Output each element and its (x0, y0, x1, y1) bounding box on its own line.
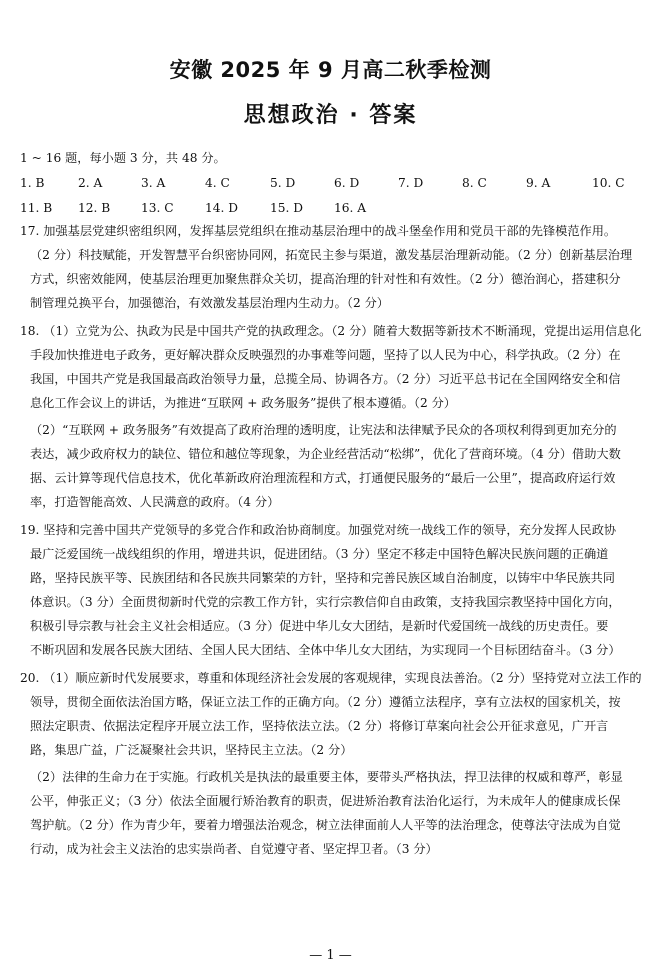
mcq-answer: 12. B (78, 201, 111, 215)
mcq-answer: 3. A (141, 176, 166, 190)
answer-line: 制管理兑换平台，加强德治，有效激发基层治理内生动力。（2 分） (30, 296, 389, 310)
answer-line: 17. 加强基层党建织密组织网，发挥基层党组织在推动基层治理中的战斗堡垒作用和党员干部的先锋模范作用。 (20, 224, 617, 238)
answer-line: （2 分）科技赋能，开发智慧平台织密协同网，拓宽民主参与渠道，激发基层治理新动能。（2 分）创新基层治理 (30, 248, 633, 262)
answer-line: 行动，成为社会主义法治的忠实崇尚者、自觉遵守者、坚定捍卫者。（3 分） (30, 842, 438, 856)
mcq-answer: 14. D (205, 201, 239, 215)
mcq-answer: 6. D (334, 176, 360, 190)
answer-line: 体意识。（3 分）全面贯彻新时代党的宗教工作方针，实行宗教信仰自由政策，支持我国宗教坚持中国化方向， (30, 595, 621, 609)
mcq-answer: 15. D (270, 201, 304, 215)
mcq-answer: 2. A (78, 176, 103, 190)
page-number: — 1 — (309, 948, 352, 963)
answer-line: 率，打造智能高效、人民满意的政府。（4 分） (30, 495, 280, 509)
answer-line: 19. 坚持和完善中国共产党领导的多党合作和政治协商制度。加强党对统一战线工作的领导，充分发挥人民政协 (20, 523, 617, 537)
answer-line: 驾护航。（2 分）作为青少年，要着力增强法治观念，树立法律面前人人平等的法治理念，使尊法守法成为自觉 (30, 818, 621, 832)
answer-line: （2）“互联网 + 政务服务”有效提高了政府治理的透明度，让宪法和法律赋予民众的各项权利得到更加充分的 (30, 423, 617, 437)
mcq-answer: 16. A (334, 201, 367, 215)
answer-line: 最广泛爱国统一战线组织的作用，增进共识，促进团结。（3 分）坚定不移走中国特色解决民族问题的正确道 (30, 547, 609, 561)
answer-line: 领导，贯彻全面依法治国方略，保证立法工作的正确方向。（2 分）遵循立法程序，享有立法权的国家机关，按 (30, 695, 621, 709)
answer-line: 我国，中国共产党是我国最高政治领导力量，总揽全局、协调各方。（2 分）习近平总书记在全国网络安全和信 (30, 372, 621, 386)
answer-line: 手段加快推进电子政务，更好解决群众反映强烈的办事难等问题，坚持了以人民为中心，科学执政。（2 分）在 (30, 348, 621, 362)
mcq-answer: 1. B (20, 176, 45, 190)
mcq-answer: 4. C (205, 176, 230, 190)
page-subtitle: 思想政治 · 答案 (243, 103, 418, 128)
answer-line: 表达，减少政府权力的缺位、错位和越位等现象，为企业经营活动“松绑”，优化了营商环境。（4 分）借助大数 (30, 447, 621, 461)
mcq-answer: 11. B (20, 201, 53, 215)
answer-line: 据、云计算等现代信息技术，优化革新政府治理流程和方式，打通便民服务的“最后一公里”，提高政府运行效 (30, 471, 616, 485)
mcq-answer: 10. C (592, 176, 625, 190)
mcq-answer: 8. C (462, 176, 487, 190)
answer-line: 18. （1）立党为公、执政为民是中国共产党的执政理念。（2 分）随着大数据等新技术不断涌现，党提出运用信息化 (20, 324, 642, 338)
mcq-header: 1 ~ 16 题，每小题 3 分，共 48 分。 (20, 151, 226, 165)
answer-line: 路，集思广益，广泛凝聚社会共识，坚持民主立法。（2 分） (30, 743, 353, 757)
answer-line: （2）法律的生命力在于实施。行政机关是执法的最重要主体，要带头严格执法，捍卫法律的权威和尊严，彰显 (30, 770, 623, 784)
answer-line: 方式，织密效能网，使基层治理更加聚焦群众关切，提高治理的针对性和有效性。（2 分）德治润心，搭建积分 (30, 272, 621, 286)
answer-line: 照法定职责、依据法定程序开展立法工作，坚持依法立法。（2 分）将修订草案向社会公开征求意见，广开言 (30, 719, 609, 733)
answer-line: 不断巩固和发展各民族大团结、全国人民大团结、全体中华儿女大团结，为实现同一个目标团结奋斗。（3 分） (30, 643, 621, 657)
answer-line: 20. （1）顺应新时代发展要求，尊重和体现经济社会发展的客观规律，实现良法善治。（2 分）坚持党对立法工作的 (20, 671, 642, 685)
mcq-answer: 13. C (141, 201, 174, 215)
page-title: 安徽 2025 年 9 月高二秋季检测 (169, 58, 492, 82)
mcq-answer: 9. A (526, 176, 551, 190)
answer-line: 息化工作会议上的讲话，为推进“互联网 + 政务服务”提供了根本遵循。（2 分） (30, 396, 456, 410)
mcq-answer: 5. D (270, 176, 296, 190)
mcq-answer: 7. D (398, 176, 424, 190)
answer-line: 积极引导宗教与社会主义社会相适应。（3 分）促进中华儿女大团结，是新时代爱国统一战线的历史责任。要 (30, 619, 609, 633)
answer-line: 公平，伸张正义；（3 分）依法全面履行矫治教育的职责，促进矫治教育法治化运行，为未成年人的健康成长保 (30, 794, 621, 808)
answer-line: 路，坚持民族平等、民族团结和各民族共同繁荣的方针，坚持和完善民族区域自治制度，以铸牢中华民族共同 (30, 571, 615, 585)
